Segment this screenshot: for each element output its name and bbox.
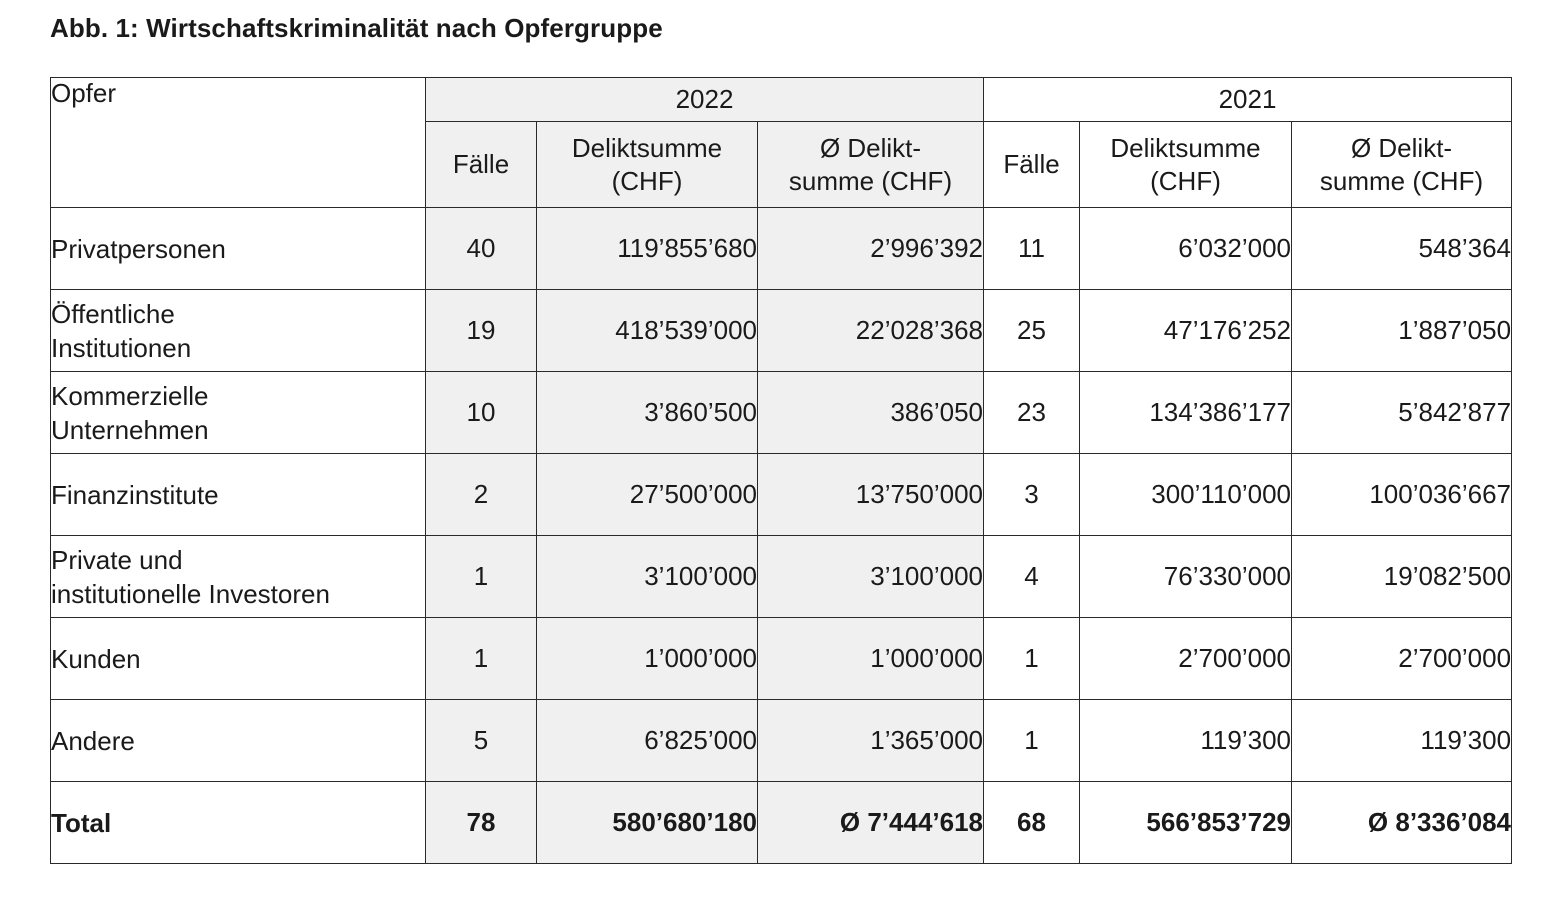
cell-avg-2021: 2’700’000 [1292,618,1512,700]
table-row [51,372,1512,454]
cell-avg-2022: 2’996’392 [758,208,984,290]
row-label: Private und institutionelle Investoren [51,536,426,618]
cell-faelle-2021: 4 [984,536,1080,618]
cell-faelle-2022: 1 [426,618,537,700]
total-row [51,782,1512,864]
column-header-deliktsumme-2022 [537,122,758,208]
cell-deliktsumme-2021: 76’330’000 [1080,536,1292,618]
cell-avg-2021: 1’887’050 [1292,290,1512,372]
cell-avg-2021: 100’036’667 [1292,454,1512,536]
cell-deliktsumme-2022: 418’539’000 [537,290,758,372]
cell-deliktsumme-2022: 119’855’680 [537,208,758,290]
column-header-deliktsumme-2021 [1080,122,1292,208]
cell-deliktsumme-2021: 2’700’000 [1080,618,1292,700]
cell-deliktsumme-2022: 3’860’500 [537,372,758,454]
cell-deliktsumme-2021: 119’300 [1080,700,1292,782]
column-header-avg-deliktsumme-2021 [1292,122,1512,208]
cell-faelle-2021: 1 [984,700,1080,782]
table-row [51,290,1512,372]
column-header-faelle-2021 [984,122,1080,208]
table-row [51,618,1512,700]
cell-deliktsumme-2022: 27’500’000 [537,454,758,536]
cell-deliktsumme-2021: 47’176’252 [1080,290,1292,372]
row-label: Kunden [51,618,426,700]
cell-avg-2022: 3’100’000 [758,536,984,618]
cell-faelle-2021: 3 [984,454,1080,536]
header-year-row [51,78,1512,122]
cell-faelle-2022: 40 [426,208,537,290]
header-text: Fälle [452,149,510,179]
table-row [51,536,1512,618]
row-label: Andere [51,700,426,782]
total-faelle-2021: 68 [984,782,1080,864]
cell-deliktsumme-2021: 6’032’000 [1080,208,1292,290]
cell-avg-2021: 119’300 [1292,700,1512,782]
table-row [51,700,1512,782]
cell-avg-2021: 5’842’877 [1292,372,1512,454]
table-row [51,208,1512,290]
cell-avg-2021: 19’082’500 [1292,536,1512,618]
cell-faelle-2021: 23 [984,372,1080,454]
total-faelle-2022: 78 [426,782,537,864]
total-deliktsumme-2022: 580’680’180 [537,782,758,864]
cell-avg-2022: 1’365’000 [758,700,984,782]
year-header-2022: 2022 [426,78,984,122]
cell-faelle-2022: 10 [426,372,537,454]
cell-faelle-2022: 2 [426,454,537,536]
year-header-2021: 2021 [984,78,1512,122]
cell-deliktsumme-2021: 300’110’000 [1080,454,1292,536]
row-label: Öffentliche Institutionen [51,290,426,372]
figure-title: Abb. 1: Wirtschaftskriminalität nach Opfergruppe [50,13,663,43]
header-text: (CHF) [611,165,683,196]
column-header-avg-deliktsumme-2022 [758,122,984,208]
cell-faelle-2021: 11 [984,208,1080,290]
cell-faelle-2021: 1 [984,618,1080,700]
total-label: Total [51,782,426,864]
cell-deliktsumme-2022: 6’825’000 [537,700,758,782]
cell-deliktsumme-2022: 3’100’000 [537,536,758,618]
header-text: summe (CHF) [788,165,953,196]
cell-avg-2022: 386’050 [758,372,984,454]
header-text: Deliktsumme [1110,132,1261,163]
header-text: Ø Delikt- [819,132,922,163]
cell-avg-2022: 13’750’000 [758,454,984,536]
header-text: summe (CHF) [1319,165,1484,196]
cell-faelle-2022: 1 [426,536,537,618]
table-row [51,454,1512,536]
total-avg-2022: Ø 7’444’618 [758,782,984,864]
total-deliktsumme-2021: 566’853’729 [1080,782,1292,864]
cell-faelle-2022: 5 [426,700,537,782]
column-header-faelle-2022 [426,122,537,208]
header-text: Ø Delikt- [1350,132,1453,163]
row-label: Privatpersonen [51,208,426,290]
cell-faelle-2022: 19 [426,290,537,372]
victim-group-table [50,77,1512,864]
cell-faelle-2021: 25 [984,290,1080,372]
column-header-opfer: Opfer [51,78,426,208]
cell-deliktsumme-2021: 134’386’177 [1080,372,1292,454]
header-text: (CHF) [1150,165,1221,196]
row-label: Kommerzielle Unternehmen [51,372,426,454]
total-avg-2021: Ø 8’336’084 [1292,782,1512,864]
header-text: Fälle [1003,149,1060,179]
cell-avg-2021: 548’364 [1292,208,1512,290]
cell-avg-2022: 22’028’368 [758,290,984,372]
row-label: Finanzinstitute [51,454,426,536]
cell-deliktsumme-2022: 1’000’000 [537,618,758,700]
header-text: Deliktsumme [571,132,723,163]
cell-avg-2022: 1’000’000 [758,618,984,700]
